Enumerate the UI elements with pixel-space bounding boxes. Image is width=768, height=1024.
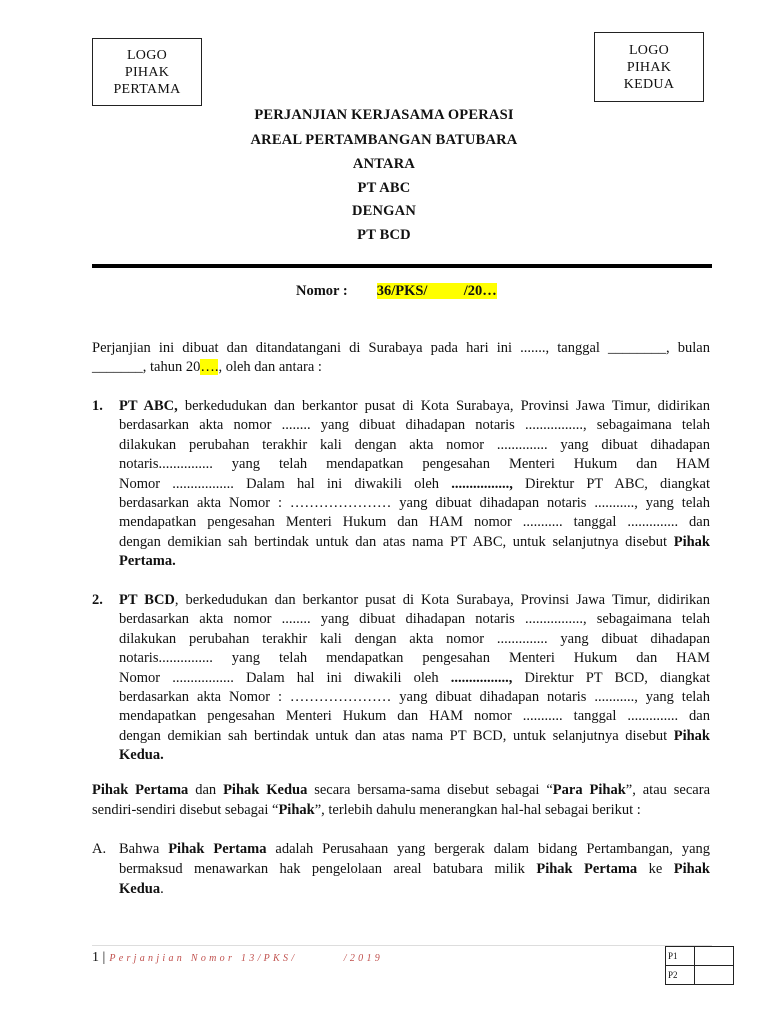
party-1-clause: 1. PT ABC, berkedudukan dan berkantor pusat di Kota Surabaya, Provinsi Jawa Timur, didirikan berdasarkan akta nomor ........ yang dibuat dihadapan notaris ................, sebagaimana telah dilakukan perubahan terakhir kali dengan akta nomor .............. yang dibuat dihadapan notaris............... yang telah mendapatkan pengesahan Menteri Hukum dan HAM Nomor ................. Dalam hal ini diwakili oleh ................, Direktur PT ABC, diangkat berdasarkan akta Nomor : ………………… yang dibuat dihadapan notaris ..........., yang telah mendapatkan pengesahan Menteri Hukum dan HAM nomor ........... tanggal .............. dan dengan demikian sah bertindak untuk dan atas nama PT ABC, untuk selanjutnya disebut Pihak Pertama. — [92, 398, 710, 570]
footer-text: Perjanjian Nomor 13/PKS/ /2019 — [109, 953, 384, 964]
paraf-table — [665, 946, 734, 985]
footer-divider — [92, 945, 712, 946]
logo-pihak-kedua — [594, 32, 704, 102]
logo2-line2: PIHAK — [626, 59, 672, 75]
page-number: 1 | — [92, 950, 106, 965]
title-line-3: ANTARA — [352, 156, 416, 172]
party-2-clause: 2. PT BCD, berkedudukan dan berkantor pusat di Kota Surabaya, Provinsi Jawa Timur, didirikan berdasarkan akta nomor ........ yang dibuat dihadapan notaris ................, sebagaimana telah dilakukan perubahan terakhir kali dengan akta nomor .............. yang dibuat dihadapan notaris............... yang telah mendapatkan pengesahan Menteri Hukum dan HAM Nomor ................. Dalam hal ini diwakili oleh ................, Direktur PT BCD, diangkat berdasarkan akta Nomor : ………………… yang dibuat dihadapan notaris ..........., yang telah mendapatkan pengesahan Menteri Hukum dan HAM nomor ........... tanggal .............. dan dengan demikian sah bertindak untuk dan atas nama PT BCD, untuk selanjutnya disebut Pihak Kedua. — [92, 592, 710, 764]
party-1-name: PT ABC, — [119, 398, 178, 414]
title-line-5: DENGAN — [351, 203, 417, 219]
title-divider — [92, 264, 712, 268]
paraf-label-p1: P1 — [666, 947, 695, 966]
paraf-box-p2 — [695, 966, 734, 985]
document-number — [296, 283, 497, 300]
logo-pihak-pertama — [92, 38, 202, 106]
nomor-label: Nomor : — [296, 283, 348, 299]
page-footer — [92, 950, 383, 966]
intro-paragraph: Perjanjian ini dibuat dan ditandatangani di Surabaya pada hari ini ......., tanggal ________, bulan _______, tahun 20…., oleh dan antara : — [92, 340, 710, 375]
logo1-line1: LOGO — [126, 47, 168, 63]
title-line-2: AREAL PERTAMBANGAN BATUBARA — [250, 132, 518, 148]
nomor-value: 36/PKS/ /20… — [376, 283, 497, 299]
recital-a: A. Bahwa Pihak Pertama adalah Perusahaan yang bergerak dalam bidang Pertambangan, yang bermaksud menawarkan hak pengelolaan areal batubara milik Pihak Pertama ke Pihak Kedua. — [92, 841, 711, 897]
party-1-number: 1. — [92, 398, 103, 414]
party-2-number: 2. — [92, 592, 103, 608]
logo1-line2: PIHAK — [124, 64, 170, 80]
logo2-line1: LOGO — [628, 42, 670, 58]
logo2-line3: KEDUA — [623, 76, 675, 92]
party-2-name: PT BCD — [119, 592, 175, 608]
paraf-label-p2: P2 — [666, 966, 695, 985]
para-pihak-paragraph: Pihak Pertama dan Pihak Kedua secara bersama-sama disebut sebagai “Para Pihak”, atau secara sendiri-sendiri disebut sebagai “Pihak”, terlebih dahulu menerangkan hal-hal sebagai berikut : — [92, 782, 710, 818]
title-line-4: PT ABC — [357, 180, 411, 196]
title-line-1: PERJANJIAN KERJASAMA OPERASI — [254, 107, 514, 123]
logo1-line3: PERTAMA — [113, 81, 181, 97]
title-line-6: PT BCD — [357, 227, 411, 243]
paraf-box-p1 — [695, 947, 734, 966]
recital-a-letter: A. — [92, 841, 107, 857]
